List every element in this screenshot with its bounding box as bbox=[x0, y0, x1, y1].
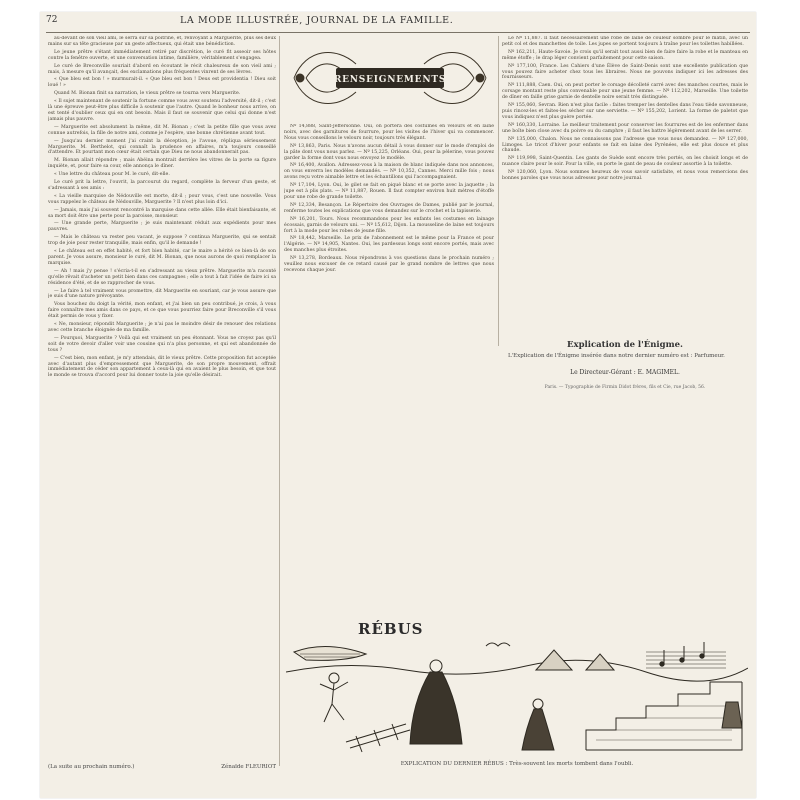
enigme-answer: L'Explication de l'Énigme insérée dans notre dernier numéro est : Parfumeur. bbox=[508, 353, 725, 359]
story-signature bbox=[48, 764, 276, 770]
paragraph: Nº 13,278, Bordeaux. Nous répondrons à vos questions dans le prochain numéro ; veuillez nous excuser de ce retard causé par le grand nombre de lettres que nous recevons chaque jour. bbox=[284, 256, 494, 273]
paragraph: Nº 135,000, Chalon. Nous ne connaissons pas l'adresse que vous nous demandez. — Nº 127,000, Limoges. Le tricot d'hiver pour enfants se fait en laine des Pyrénées, elle est plus douce et plus chaude. bbox=[502, 136, 748, 154]
paragraph: Nº 155,060, Sevran. Rien n'est plus facile : faites tremper les dentelles dans l'eau tiède savonneuse, puis rincez-les et faites-les sécher sur une serviette. — Nº 155,202, Lorient. La forme de paletot que vous indiquez n'est plus guère portée. bbox=[502, 103, 748, 120]
scroll-icon bbox=[294, 646, 366, 660]
paragraph: — Mais le château va rester peu vacant, je suppose ? continua Marguerite, qui se sentait trop de joie pour rester tranquille, mais enfin, qu'il le demande ! bbox=[48, 235, 276, 247]
paragraph: Nº 16,400, Avallon. Adressez-vous à la maison de blanc indiquée dans nos annonces, on vous enverra les modèles demandés. — Nº 10,352, Cannes. Merci mille fois ; nous avons reçu votre aimable lettre et les échantillons qui l'accompagnaient. bbox=[284, 163, 494, 181]
paragraph: Vous bouchez du doigt la vérité, mon enfant, et j'ai bien un peu contribué, je crois, à vous faire connaître mes amis dans ce pays, et ce que vous pourriez faire pour Breconville s'il vous était permis de vous y fixer. bbox=[48, 302, 276, 320]
paragraph: Nº 119,998, Saint-Quentin. Les gants de Suède sont encore très portés, on les choisit longs et de nuance claire pour le soir. Pour la ville, on porte le gant de peau de couleur assortie à la toilette. bbox=[502, 156, 748, 168]
paragraph: Le jeune prêtre s'étant immédiatement retiré par discrétion, le curé fit asseoir ses hôtes contre la fenêtre ouverte, et une conversation intime, familière, véritablement s'engagea. bbox=[48, 49, 276, 61]
paragraph: Nº 16,201, Tours. Nous recommandons pour les enfants les costumes en lainage écossais, garnis de velours uni. — Nº 15,612, Dijon. La mousseline de laine est toujours fort à la mode pour les robes de jeune fille. bbox=[284, 216, 494, 234]
paragraph: Nº 162,211, Haute-Savoie. Je crois qu'il serait tout aussi bien de faire faire la robe et le manteau en même étoffe ; le drap léger convient parfaitement pour cette saison. bbox=[502, 49, 748, 61]
answers-column-right bbox=[502, 36, 748, 316]
continuation-note: (La suite au prochain numéro.) bbox=[48, 764, 135, 770]
author-name: Zénaïde FLEURIOT bbox=[221, 764, 276, 770]
paragraph: Nº 14,888, Saint-Jeffersonne. Oui, on portera des costumes en velours et en laine noirs, avec des garnitures de fourrure, pour les visites de l'hiver qui va commencer. Nous vous conseillons le velours noir, toujours très élégant. bbox=[284, 124, 494, 141]
paragraph: — C'est bien, mon enfant, je m'y attendais, dit le vieux prêtre. Cette proposition fut acceptée avec d'autant plus d'empressement que Marguerite, de son propre mouvement, offrait immédiatement de céder son appartement à ceux-là qui en avaient le plus besoin, et que tout le monde se trouva d'accord pour lui donner toute la joie qu'elle désirait. bbox=[48, 355, 276, 379]
newspaper-page bbox=[40, 12, 756, 798]
paragraph: — Jusqu'au dernier moment j'ai craint la déception, je l'avoue, répliqua sérieusement Marguerite. M. Berthelot, qui connaît la prudence en affaires, m'a toujours conseillé d'attendre. Et pourtant mon cœur était certain que Dieu ne nous abandonnerait pas. bbox=[48, 138, 276, 156]
paragraph: Nº 111,888, Caen. Oui, on peut porter le corsage décolleté carré avec des manches courtes, mais le corsage montant reste plus convenable pour une jeune femme. — Nº 112,202, Marseille. Une toilette de dîner en faille grise garnie de dentelle noire serait très distinguée. bbox=[502, 83, 748, 101]
paragraph: — Pourquoi, Marguerite ? Voilà qui est vraiment un peu étonnant. Vous ne croyez pas qu'il soit de votre devoir d'aller voir une cousine qui n'a plus personne, et qui est abandonnée de tous ? bbox=[48, 335, 276, 353]
paragraph: Le curé de Breconville souriait d'abord en écoutant le récit chaleureux de son vieil ami ; mais, à mesure qu'il avançait, des exclamations plus fréquentes vinrent de ses lèvres. bbox=[48, 63, 276, 75]
paragraph: — Ah ! mais j'y pense ! s'écria-t-il en s'adressant au vieux prêtre. Marguerite m'a raconté qu'elle rêvait d'acheter un petit bien dans ces campagnes ; elle a tout à fait l'idée de faire ici sa résidence d'été, et de se rapprocher de vous. bbox=[48, 268, 276, 286]
header-rule bbox=[46, 32, 750, 33]
printer-line: Paris. — Typographie de Firmin Didot frères, fils et Cie, rue Jacob, 56. bbox=[544, 385, 706, 390]
clothing-icon bbox=[722, 702, 742, 728]
paragraph: Le Nº 11,887. Il faut nécessairement une robe de laine de couleur sombre pour le matin, avec un petit col et des manchettes de toile. Les jupes se portent toujours à traîne pour les toilettes habillées. bbox=[502, 36, 748, 47]
renseignements-banner bbox=[286, 38, 494, 118]
figure-icon bbox=[320, 673, 348, 722]
woman-figure-icon bbox=[522, 699, 554, 750]
page-number: 72 bbox=[46, 15, 58, 25]
answers-column bbox=[284, 124, 494, 612]
rebus-title: RÉBUS bbox=[358, 620, 424, 638]
paragraph: — Le faire à tel vraiment vous promettre, dit Marguerite en souriant, car je vous assure que je suis d'une nature prévoyante. bbox=[48, 288, 276, 300]
landscape-horizon bbox=[286, 660, 748, 681]
paragraph: « Que bleu est bon ! » murmurait-il. « Que bleu est bon ! Deus est providentia ! Dieu soit loué ! » bbox=[48, 77, 276, 89]
paragraph: « Le château est en effet habité, et fort bien habité, car le maire a hérité ce bien-là de son parent. Je vous assure, monsieur le curé, dit M. Bionan, que nous aurons de quoi remplacer la marquise. bbox=[48, 249, 276, 266]
paragraph: — Marguerite est absolument la même, dit M. Bionan ; c'est la petite fille que vous avez connue autrefois, la fille de notre ami, comme je l'espère, une bonne chrétienne avant tout. bbox=[48, 124, 276, 136]
paragraph: « La vieille marquise de Nédouville est morte, dit-il ; pour vous, c'est une nouvelle. Vous vous rappelez le château de Nédouville, Marguerite ? Il n'est plus loin d'ici. bbox=[48, 193, 276, 205]
banner-title: RENSEIGNEMENTS bbox=[333, 75, 447, 85]
rebus-illustration bbox=[286, 632, 748, 756]
director-line: Le Directeur-Gérant : E. MAGIMEL. bbox=[570, 369, 680, 376]
journal-title: LA MODE ILLUSTRÉE, JOURNAL DE LA FAMILLE. bbox=[180, 15, 454, 26]
fence-icon bbox=[346, 724, 410, 752]
robed-figure-icon bbox=[410, 660, 462, 744]
staircase-icon bbox=[586, 682, 742, 750]
paragraph: Nº 17,104, Lyon. Oui, le gilet se fait en piqué blanc et se porte avec la jaquette ; la jupe est à plis plats. — Nº 11,887, Rouen. Il faut compter environ huit mètres d'étoffe pour une robe de grande toilette. bbox=[284, 183, 494, 200]
paragraph: « Ne, monsieur, répondit Marguerite ; je n'ai pas le moindre désir de renouer des relations avec cette branche éloignée de ma famille. bbox=[48, 322, 276, 333]
column-divider bbox=[498, 36, 499, 346]
paragraph: Nº 12,334, Besançon. Le Répertoire des Ouvrages de Dames, publié par le journal, renferme toutes les explications que vous demandez sur le crochet et la tapisserie. bbox=[284, 202, 494, 214]
bird-icon bbox=[486, 643, 510, 646]
paragraph: Nº 177,100, France. Les Cahiers d'une Élève de Saint-Denis sont une excellente publication que vous pouvez faire acheter chez tous les libraires. Nous ne pouvons indiquer ici les adresses des fournisseurs. bbox=[502, 63, 748, 81]
paragraph: M. Bionan allait répondre ; mais Abéina montrait derrière les vitres de la porte sa figure inquiète, et, pour faire sa cour, elle annonça le dîner. bbox=[48, 158, 276, 170]
paragraph: — Une grande perte, Marguerite ; je suis maintenant réduit aux expédients pour mes pauvres. bbox=[48, 221, 276, 233]
paragraph: — Jamais, mais j'ai souvent rencontré la marquise dans cette allée. Elle était bienfaisante, et sa mort doit être une perte pour la paroisse, monsieur. bbox=[48, 207, 276, 219]
column-divider bbox=[279, 36, 280, 766]
paragraph: Nº 160,330, Lorraine. Le meilleur traitement pour conserver les fourrures est de les enfermer dans une boîte bien close avec du poivre ou du camphre ; il faut les battre légèrement avant de les serrer. bbox=[502, 122, 748, 134]
rebus-explanation: EXPLICATION DU DERNIER RÉBUS : Très-souvent les morts tombent dans l'oubli. bbox=[400, 761, 634, 767]
paragraph: Nº 18,442, Marseille. Le prix de l'abonnement est le même pour la France et pour l'Algérie. — Nº 14,905, Nantes. Oui, les pardessus longs sont encore portés, mais avec des manches plus étroites. bbox=[284, 236, 494, 254]
music-notes-icon bbox=[646, 642, 726, 668]
story-column bbox=[48, 36, 276, 771]
paragraph: Le curé prit la lettre, l'ouvrit, la parcourut du regard, complète la ferveur d'un geste, et s'adressant à ses amis : bbox=[48, 180, 276, 191]
paragraph: « Une lettre du château pour M. le curé, dit-elle. bbox=[54, 172, 170, 178]
paragraph: « Il sujet maintenant de soutenir la fortune comme vous avez soutenu l'adversité, dit-il ; c'est là une épreuve peut-être plus difficile à soutenir que l'autre. Quand le bonheur nous arrive, on est tenté d'oublier ceux qui en ont besoin. Mais il faut se souvenir que celui qui donne n'est jamais plus pauvre. bbox=[48, 99, 276, 122]
paragraph: au-devant de son vieil ami, le serra sur sa poitrine, et, renvoyant à Marguerite, plus ses deux mains sur sa tête gracieuse par un geste affectueux, qui était une bénédiction. bbox=[48, 36, 276, 47]
paragraph: Quand M. Bionan finit sa narration, le vieux prêtre se tourna vers Marguerite. bbox=[54, 91, 241, 97]
paragraph: Nº 13,863, Paris. Nous n'avons aucun détail à vous donner sur le mode d'emploi de la pâte dont vous nous parlez. — Nº 15,225, Orléans. Oui, pour la pèlerine, vous pouvez garder la forme dont vous nous envoyez le modèle. bbox=[284, 143, 494, 161]
paragraph: Nº 120,060, Lyon. Nous sommes heureux de vous savoir satisfaite, et nous vous remercions des bonnes paroles que vous nous adressez pour notre journal. bbox=[502, 170, 748, 182]
enigme-heading: Explication de l'Énigme. bbox=[567, 340, 683, 350]
